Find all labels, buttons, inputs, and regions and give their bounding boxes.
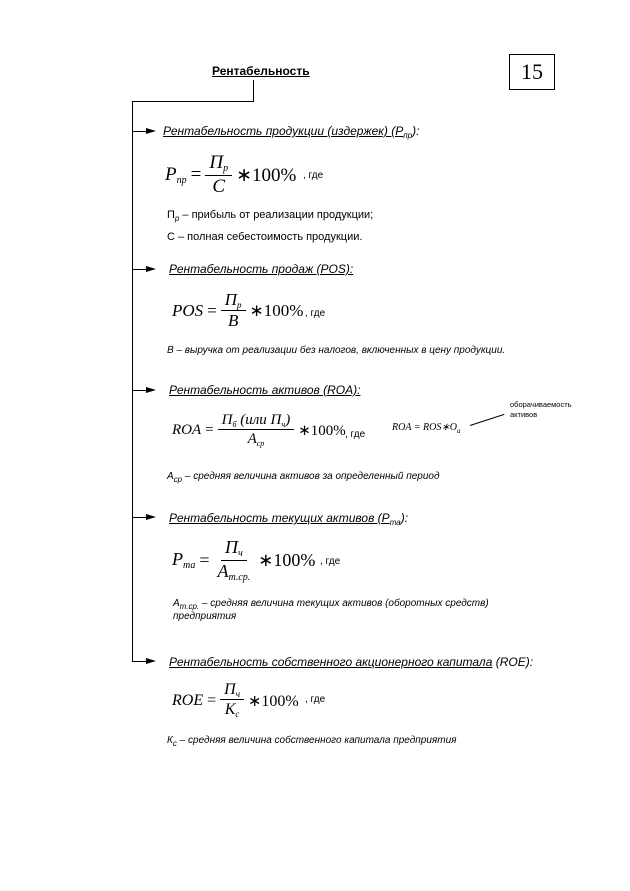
pointer-line xyxy=(470,414,505,426)
note-cost: С – полная себестоимость продукции. xyxy=(167,231,363,243)
section-heading-current-assets-profitability: Рентабельность текущих активов $(Р_{та})$: xyxy=(169,511,409,527)
formula-roe: ROE = $\frac{П_ч}{К_с}$ ∗100% xyxy=(172,681,299,720)
note-profit: $П_р$ – прибыль от реализации продукции; xyxy=(167,209,374,223)
formula-roa: ROA = $\frac{П_б (или П_ч)}{А_{ср}}$ ∗100% xyxy=(172,412,346,449)
note-enterprise: предприятия xyxy=(173,611,237,622)
formula-pos: POS = $\frac{П_р}{В}$ ∗100% xyxy=(172,290,304,331)
note-equity: $К_с$ – средняя величина собственного капитала предприятия xyxy=(167,735,457,748)
formula-current-assets: $Р_{та}$ = $\frac{П_ч}{А_{т.ср.}}$ ∗100% xyxy=(172,537,316,583)
title-connector xyxy=(253,80,254,102)
section-heading-product-profitability: Рентабельность продукции (издержек) $(Р_{пр})$: xyxy=(163,124,420,140)
note-average-current-assets: $А_{т.ср.}$ – средняя величина текущих активов (оборотных средств) xyxy=(173,598,489,611)
note-revenue: В – выручка от реализации без налогов, включенных в цену продукции. xyxy=(167,345,506,356)
formula-product-profitability: $Р_{пр}$ = $\frac{П_р}{С}$ ∗100% xyxy=(165,152,297,197)
main-tree-line xyxy=(132,101,133,661)
note-average-assets: $А_{ср}$ – средняя величина активов за определенный период xyxy=(167,471,440,484)
formula-roa-ros: ROA = $ROS∗О_а$ xyxy=(392,422,461,435)
where-label: , где xyxy=(345,429,366,440)
where-label: , где xyxy=(305,694,326,705)
top-connector xyxy=(132,101,254,102)
section-heading-equity-profitability: Рентабельность собственного акционерного капитала (ROE): xyxy=(169,655,534,669)
page-number: 15 xyxy=(509,54,555,90)
section-heading-sales-profitability: Рентабельность продаж (POS): xyxy=(169,262,354,276)
page-title: Рентабельность xyxy=(212,64,310,78)
note-asset-turnover: оборачиваемость активов xyxy=(510,400,572,419)
where-label: , где xyxy=(320,556,341,567)
where-label: , где xyxy=(305,308,326,319)
where-label: , где xyxy=(303,170,324,181)
section-heading-assets-profitability: Рентабельность активов (ROA): xyxy=(169,383,361,397)
